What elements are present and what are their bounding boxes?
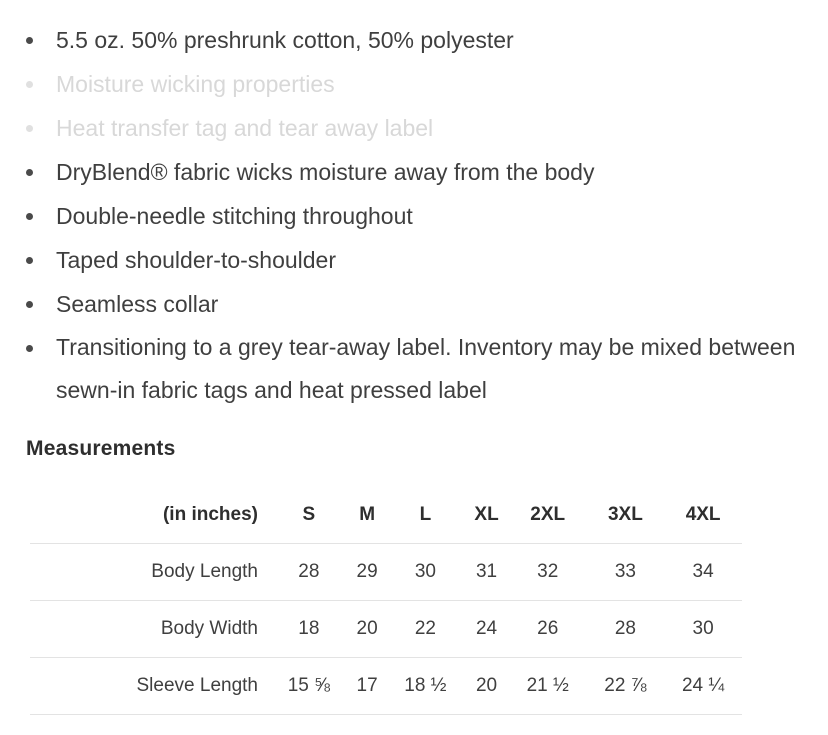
bullet-icon xyxy=(26,81,33,88)
bullet-icon xyxy=(26,169,33,176)
measurement-row-label: Sleeve Length xyxy=(136,675,258,696)
feature-text: Seamless collar xyxy=(56,291,219,317)
measurement-value: 22 ⅞ xyxy=(604,675,647,696)
feature-list-item xyxy=(0,106,800,150)
measurement-value: 30 xyxy=(692,618,714,639)
size-measurements-table xyxy=(30,487,742,715)
measurement-value: 32 xyxy=(537,561,559,582)
table-row xyxy=(30,601,742,658)
feature-text: Double-needle stitching throughout xyxy=(56,203,413,229)
bullet-icon xyxy=(26,345,33,352)
feature-list xyxy=(0,18,800,412)
measurement-row-label: Body Width xyxy=(160,618,258,639)
feature-list-item xyxy=(0,282,800,326)
measurement-value: 29 xyxy=(356,561,378,582)
size-column-header: S xyxy=(302,504,316,525)
size-table-header xyxy=(30,487,742,544)
measurement-value: 22 xyxy=(414,618,436,639)
bullet-icon xyxy=(26,301,33,308)
feature-list-item xyxy=(0,194,800,238)
feature-list-item xyxy=(0,62,800,106)
feature-text: Moisture wicking properties xyxy=(56,71,335,97)
measurement-value: 20 xyxy=(356,618,378,639)
bullet-icon xyxy=(26,37,33,44)
measurement-value: 24 xyxy=(475,618,498,639)
measurement-value: 28 xyxy=(614,618,636,639)
size-column-header: 4XL xyxy=(685,504,721,525)
size-column-header: L xyxy=(419,504,432,525)
feature-list-item xyxy=(0,18,800,62)
size-column-header: 3XL xyxy=(607,504,643,525)
bullet-icon xyxy=(26,125,33,132)
feature-list-item xyxy=(0,238,800,282)
measurement-value: 18 xyxy=(298,618,320,639)
size-table-header-row xyxy=(30,487,742,544)
size-table-body xyxy=(30,544,742,715)
table-row xyxy=(30,658,742,715)
measurement-value: 33 xyxy=(614,561,636,582)
measurement-value: 15 ⅝ xyxy=(287,675,330,696)
feature-list-item xyxy=(0,326,800,412)
bullet-icon xyxy=(26,213,33,220)
measurement-value: 24 ¼ xyxy=(681,675,725,696)
measurements-heading: Measurements xyxy=(26,437,176,460)
measurement-value: 17 xyxy=(356,675,378,696)
feature-text: Heat transfer tag and tear away label xyxy=(56,115,434,141)
measurement-value: 18 ½ xyxy=(404,675,447,696)
bullet-icon xyxy=(26,257,33,264)
size-column-header: M xyxy=(359,504,376,525)
size-column-header: 2XL xyxy=(530,504,566,525)
feature-list-item xyxy=(0,150,800,194)
feature-text: Taped shoulder-to-shoulder xyxy=(56,247,337,273)
measurement-value: 26 xyxy=(537,618,559,639)
feature-text: 5.5 oz. 50% preshrunk cotton, 50% polyester xyxy=(56,27,514,53)
measurement-row-label: Body Length xyxy=(151,561,258,582)
measurement-value: 30 xyxy=(414,561,436,582)
table-row xyxy=(30,544,742,601)
unit-label: (in inches) xyxy=(162,504,258,525)
feature-text: Transitioning to a grey tear-away label. Inventory may be mixed between sewn-in fabric tags and heat pressed label xyxy=(56,334,796,403)
size-column-header: XL xyxy=(474,504,499,525)
measurement-value: 34 xyxy=(692,561,714,582)
feature-text: DryBlend® fabric wicks moisture away from the body xyxy=(56,159,595,185)
measurement-value: 28 xyxy=(298,561,320,582)
measurement-value: 20 xyxy=(475,675,498,696)
measurement-value: 31 xyxy=(475,561,498,582)
measurement-value: 21 ½ xyxy=(526,675,569,696)
